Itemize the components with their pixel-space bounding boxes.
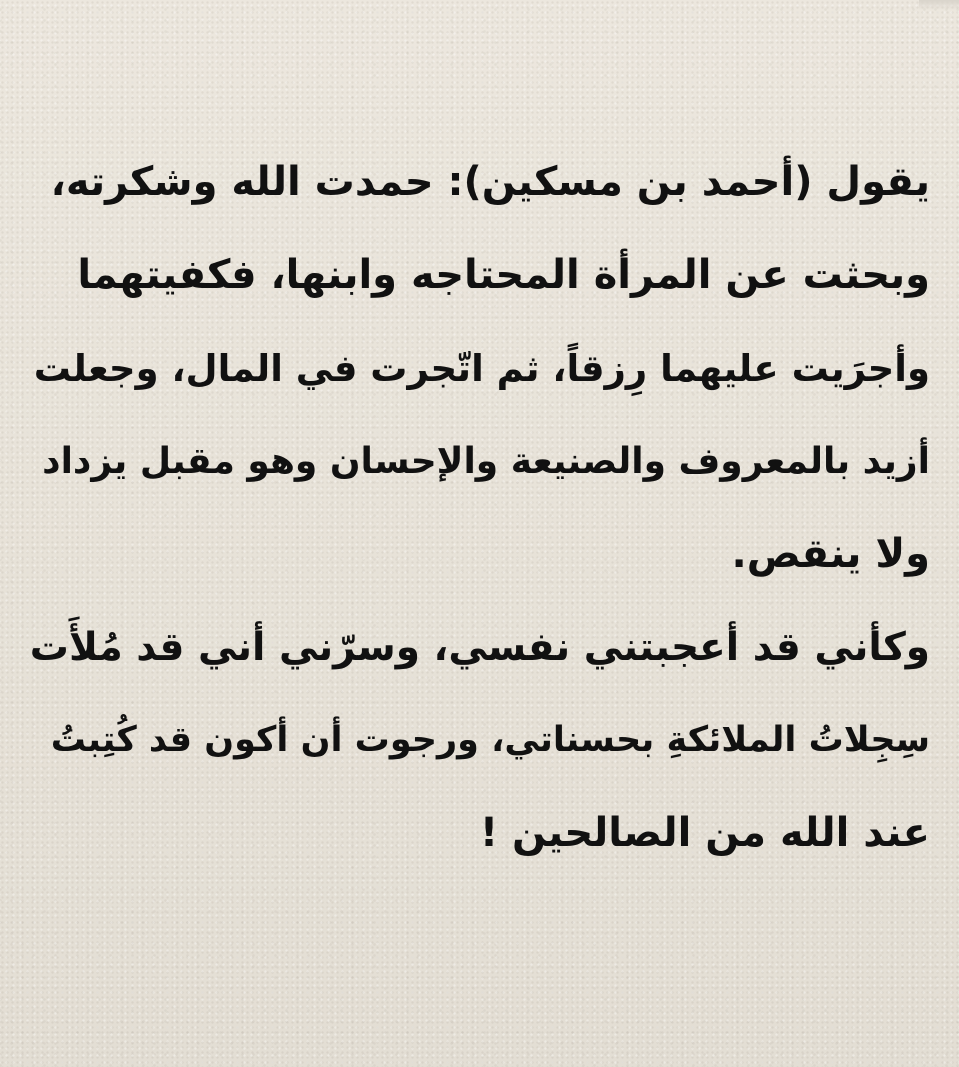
- text-line: ولا ينقص.: [731, 531, 930, 577]
- text-line: أزيد بالمعروف والصنيعة والإحسان وهو مقبل يزداد: [42, 441, 930, 482]
- text-line: وبحثت عن المرأة المحتاجه وابنها، فكفيتهما: [77, 252, 930, 298]
- text-line: وأجرَيت عليهما رِزقاً، ثم اتّجرت في المال، وجعلت: [33, 347, 930, 390]
- text-line: يقول (أحمد بن مسكين): حمدت الله وشكرته،: [50, 159, 930, 205]
- text-line: وكأني قد أعجبتني نفسي، وسرّني أني قد مُلأَت: [29, 625, 930, 670]
- arabic-text-passage: [30, 136, 930, 880]
- text-line: سِجِلاتُ الملائكةِ بحسناتي، ورجوت أن أكون قد كُتِبتُ: [50, 720, 930, 760]
- text-line: عند الله من الصالحين !: [479, 810, 930, 856]
- paper-edge-shadow: [919, 0, 959, 10]
